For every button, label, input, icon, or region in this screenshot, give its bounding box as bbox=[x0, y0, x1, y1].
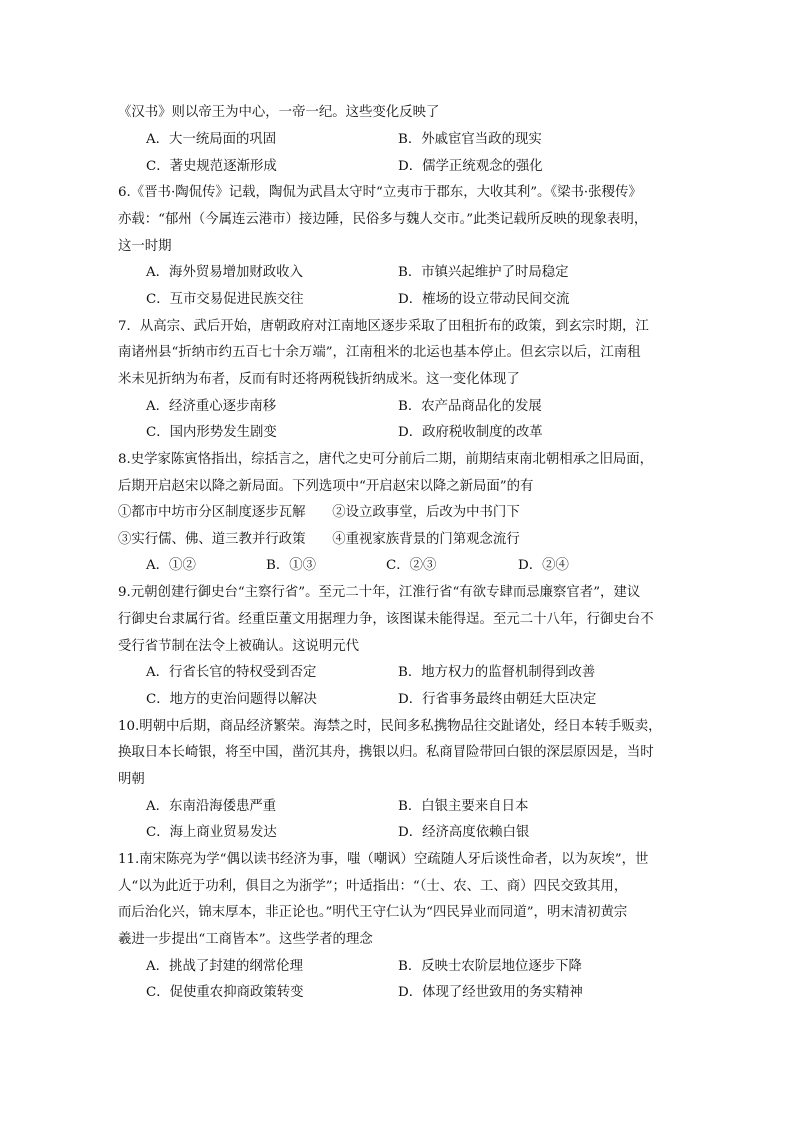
q10-option-b[interactable]: B．白银主要来自日本 bbox=[398, 799, 529, 814]
q6-stem-line: 亦载：“郁州（今属连云港市）接边陲，民俗多与魏人交市。”此类记载所反映的现象表明， bbox=[118, 212, 648, 227]
q8-stem-line: 后期开启赵宋以降之新局面。下列选项中“开启赵宋以降之新局面”的有 bbox=[118, 479, 534, 494]
q9-stem-line: 9.元朝创建行御史台“主察行省”。至元二十年，江淮行省“有欲专肆而忌廉察官者”，建议 bbox=[118, 585, 641, 600]
q8-statement-line: ③实行儒、佛、道三教并行政策 ④重视家族背景的门第观念流行 bbox=[118, 532, 520, 547]
q5-options-row-2 bbox=[146, 157, 706, 177]
q10-stem-line: 10.明朝中后期，商品经济繁荣。海禁之时，民间多私携物品往交趾诸处，经日本转手贩卖， bbox=[118, 719, 662, 734]
q11-options-row-2 bbox=[146, 983, 706, 1003]
q7-options-row-1 bbox=[146, 397, 706, 417]
q10-options-row-1 bbox=[146, 797, 706, 817]
q9-option-a[interactable]: A．行省长官的特权受到否定 bbox=[146, 665, 317, 680]
q6-options-row-1 bbox=[146, 263, 706, 283]
q5-options-row-1 bbox=[146, 130, 706, 150]
q9-options-row-2 bbox=[146, 690, 706, 710]
q7-option-b[interactable]: B．农产品商品化的发展 bbox=[398, 399, 542, 414]
q11-stem-line: 羲进一步提出“工商皆本”。这些学者的理念 bbox=[118, 932, 373, 947]
q7-stem-line: 7．从高宗、武后开始，唐朝政府对江南地区逐步采取了田租折布的政策，到玄宗时期，江 bbox=[118, 319, 649, 334]
q7-stem-line: 米未见折纳为布者，反而有时还将两税钱折纳成米。这一变化体现了 bbox=[118, 372, 520, 387]
q6-option-b[interactable]: B．市镇兴起维护了时局稳定 bbox=[398, 265, 569, 280]
q5-option-d[interactable]: D．儒学正统观念的强化 bbox=[398, 159, 543, 174]
q6-option-c[interactable]: C．互市交易促进民族交往 bbox=[146, 292, 304, 307]
q8-statement-line: ①都市中坊市分区制度逐步瓦解 ②设立政事堂，后改为中书门下 bbox=[118, 505, 520, 520]
q8-option-d[interactable]: D．②④ bbox=[518, 558, 569, 573]
q11-stem-line: 而后治化兴，锦末厚本，非正论也。”明代王守仁认为“四民异业而同道”，明末清初黄宗 bbox=[118, 905, 628, 920]
q11-stem-line: 11.南宋陈亮为学“偶以读书经济为事，嗤（嘲讽）空疏随人牙后谈性命者，以为灰埃”，世 bbox=[118, 852, 649, 867]
q8-stem-line: 8.史学家陈寅恪指出，综括言之，唐代之史可分前后二期，前期结束南北朝相承之旧局面， bbox=[118, 452, 654, 467]
q10-option-d[interactable]: D．经济高度依赖白银 bbox=[398, 825, 530, 840]
q5-option-c[interactable]: C．著史规范逐渐形成 bbox=[146, 159, 277, 174]
q9-stem-line: 受行省节制在法令上被确认。这说明元代 bbox=[118, 639, 360, 654]
q11-option-a[interactable]: A．挑战了封建的纲常伦理 bbox=[146, 959, 303, 974]
q8-options-row bbox=[146, 556, 706, 576]
q9-option-d[interactable]: D．行省事务最终由朝廷大臣决定 bbox=[398, 692, 597, 707]
q9-options-row-1 bbox=[146, 663, 706, 683]
q9-option-b[interactable]: B．地方权力的监督机制得到改善 bbox=[398, 665, 596, 680]
q6-options-row-2 bbox=[146, 290, 706, 310]
q10-stem-line: 明朝 bbox=[118, 772, 145, 787]
q5-stem-end: 《汉书》则以帝王为中心，一帝一纪。这些变化反映了 bbox=[118, 105, 440, 120]
q6-stem-line: 6.《晋书·陶侃传》记载，陶侃为武昌太守时“立夷市于郡东，大收其利”。《梁书·张稷传》 bbox=[118, 185, 642, 200]
q9-option-c[interactable]: C．地方的吏治问题得以解决 bbox=[146, 692, 317, 707]
q11-options-row-1 bbox=[146, 957, 706, 977]
q10-option-c[interactable]: C．海上商业贸易发达 bbox=[146, 825, 277, 840]
q7-option-c[interactable]: C．国内形势发生剧变 bbox=[146, 425, 277, 440]
q7-options-row-2 bbox=[146, 423, 706, 443]
q5-option-b[interactable]: B．外戚宦官当政的现实 bbox=[398, 132, 542, 147]
q11-option-b[interactable]: B．反映士农阶层地位逐步下降 bbox=[398, 959, 582, 974]
q10-options-row-2 bbox=[146, 823, 706, 843]
q6-option-a[interactable]: A．海外贸易增加财政收入 bbox=[146, 265, 303, 280]
q10-option-a[interactable]: A．东南沿海倭患严重 bbox=[146, 799, 277, 814]
q5-option-a[interactable]: A．大一统局面的巩固 bbox=[146, 132, 277, 147]
q7-option-d[interactable]: D．政府税收制度的改革 bbox=[398, 425, 543, 440]
q8-option-b[interactable]: B．①③ bbox=[266, 558, 317, 573]
q8-option-c[interactable]: C．②③ bbox=[386, 558, 437, 573]
q9-stem-line: 行御史台隶属行省。经重臣董文用据理力争，该图谋未能得逞。至元二十八年，行御史台不 bbox=[118, 612, 654, 627]
q11-option-d[interactable]: D．体现了经世致用的务实精神 bbox=[398, 985, 583, 1000]
q7-option-a[interactable]: A．经济重心逐步南移 bbox=[146, 399, 277, 414]
q11-option-c[interactable]: C．促使重农抑商政策转变 bbox=[146, 985, 304, 1000]
q8-option-a[interactable]: A．①② bbox=[146, 558, 196, 573]
q11-stem-line: 人“以为此近于功利，俱目之为浙学”；叶适指出：“（士、农、工、商）四民交致其用， bbox=[118, 879, 628, 894]
q6-option-d[interactable]: D．榷场的设立带动民间交流 bbox=[398, 292, 570, 307]
q10-stem-line: 换取日本长崎银，将至中国，凿沉其舟，携银以归。私商冒险带回白银的深层原因是，当时 bbox=[118, 745, 654, 760]
q6-stem-line: 这一时期 bbox=[118, 239, 172, 254]
q7-stem-line: 南诸州县“折纳市约五百七十余万端”，江南租米的北运也基本停止。但玄宗以后，江南租 bbox=[118, 345, 641, 360]
